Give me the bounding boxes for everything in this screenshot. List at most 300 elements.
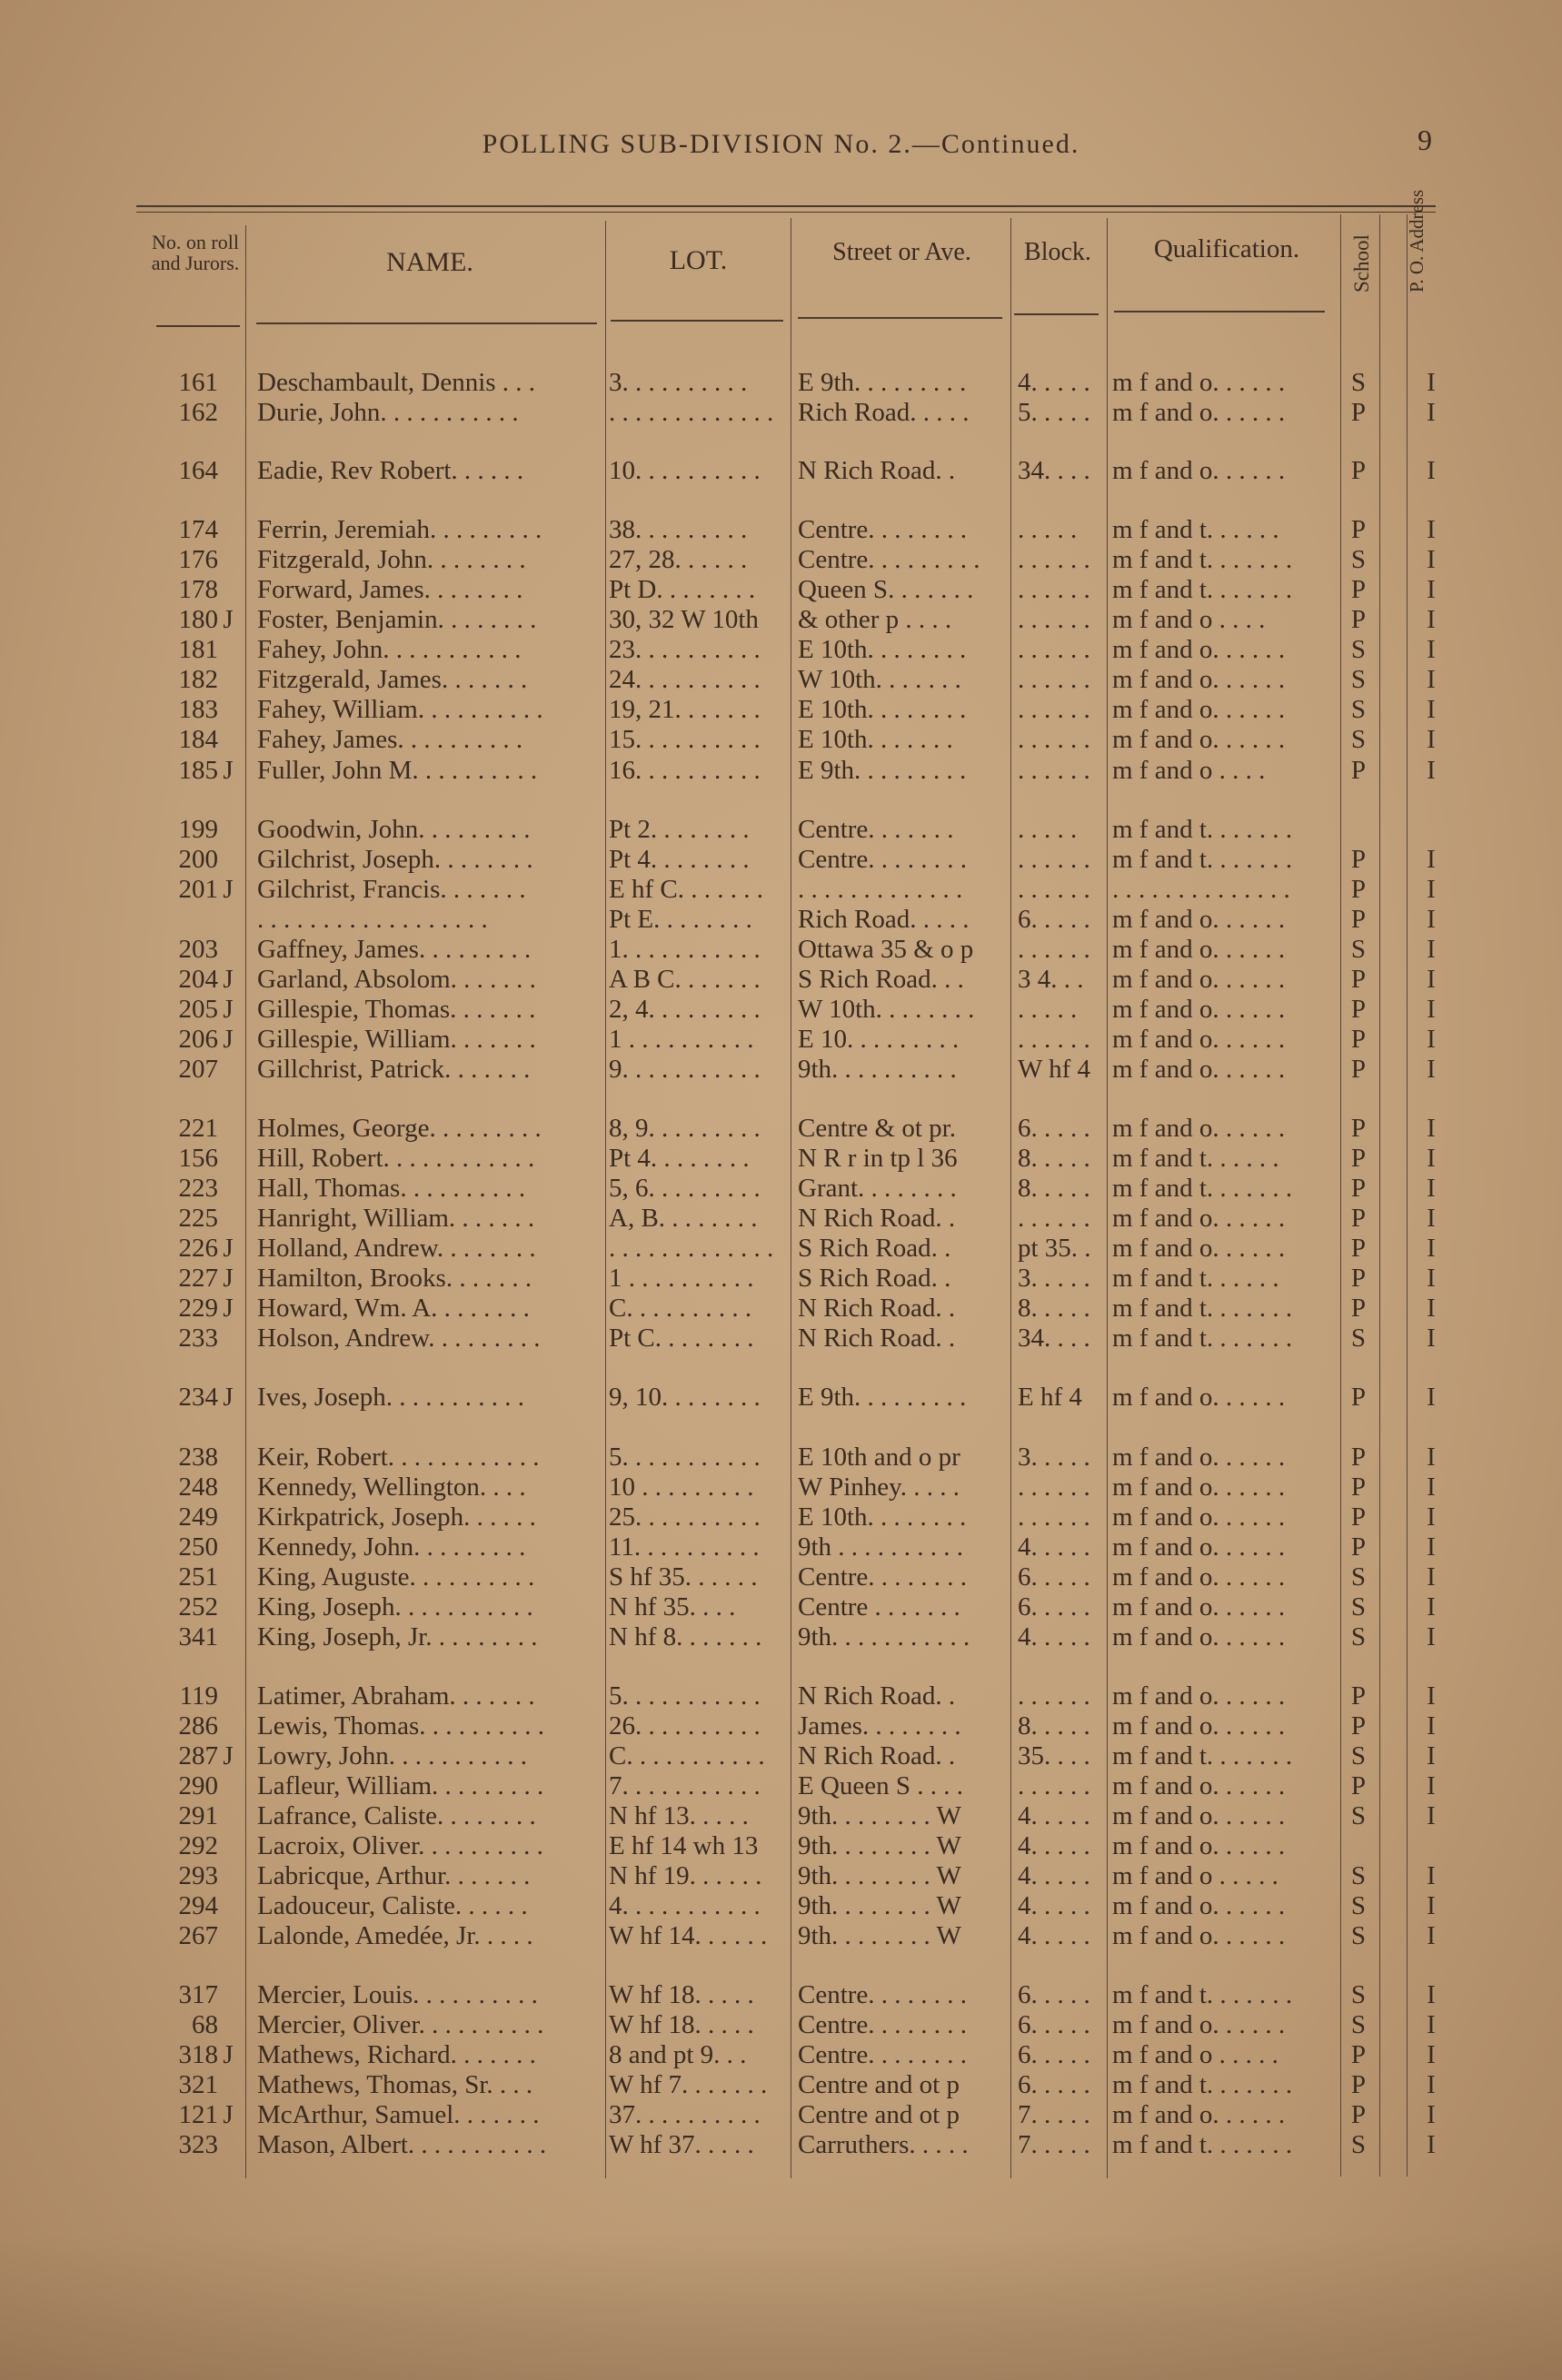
- po-address-cell: I: [1427, 368, 1436, 397]
- table-row: [0, 665, 1562, 695]
- voter-name: Lacroix, Oliver. . . . . . . . . .: [257, 1831, 543, 1860]
- school-cell: P: [1350, 1443, 1367, 1472]
- voter-name: King, Auguste. . . . . . . . . .: [257, 1562, 535, 1592]
- table-row: [0, 725, 1562, 755]
- block-cell: 5. . . . .: [1018, 398, 1090, 427]
- school-cell: P: [1350, 456, 1367, 485]
- block-cell: . . . . . .: [1018, 575, 1090, 604]
- street-cell: James. . . . . . . .: [798, 1711, 961, 1740]
- voter-name: Hanright, William. . . . . . .: [257, 1204, 535, 1233]
- school-cell: P: [1350, 1114, 1367, 1143]
- block-cell: 8. . . . .: [1018, 1144, 1090, 1173]
- po-address-cell: I: [1427, 725, 1436, 754]
- po-address-cell: I: [1427, 545, 1436, 574]
- school-cell: S: [1350, 1741, 1367, 1770]
- col-rule: [611, 320, 783, 322]
- col-rule: [256, 322, 597, 324]
- block-cell: pt 35. .: [1018, 1234, 1091, 1263]
- voter-name: McArthur, Samuel. . . . . . .: [257, 2100, 540, 2129]
- block-cell: . . . . . .: [1018, 1502, 1090, 1532]
- row-number: 291: [178, 1801, 218, 1830]
- lot-cell: 16. . . . . . . . . .: [609, 756, 761, 785]
- qualification-cell: m f and o. . . . . .: [1112, 368, 1286, 397]
- lot-cell: W hf 18. . . . .: [609, 2010, 754, 2039]
- school-cell: S: [1350, 635, 1367, 664]
- row-number: 248: [178, 1473, 218, 1502]
- qualification-cell: m f and t. . . . . . .: [1112, 845, 1293, 874]
- lot-cell: 1 . . . . . . . . . .: [609, 1025, 754, 1054]
- po-address-cell: I: [1427, 665, 1436, 694]
- street-cell: 9th . . . . . . . . . .: [798, 1532, 964, 1562]
- po-address-cell: I: [1427, 1592, 1436, 1621]
- lot-cell: 8 and pt 9. . .: [609, 2040, 747, 2069]
- lot-cell: . . . . . . . . . . . . .: [609, 398, 774, 427]
- table-row: [0, 368, 1562, 398]
- page-stain: [0, 2235, 1562, 2380]
- block-cell: 4. . . . .: [1018, 1532, 1090, 1562]
- table-row: [0, 1144, 1562, 1174]
- school-cell: P: [1350, 1681, 1367, 1711]
- voter-name: Gillchrist, Patrick. . . . . . .: [257, 1055, 531, 1084]
- table-row: [0, 695, 1562, 725]
- block-cell: . . . . .: [1018, 995, 1078, 1024]
- voter-name: Durie, John. . . . . . . . . . .: [257, 398, 519, 427]
- qualification-cell: m f and t. . . . . .: [1112, 515, 1279, 544]
- block-cell: 6. . . . .: [1018, 1114, 1090, 1143]
- street-cell: 9th. . . . . . . . . . .: [798, 1622, 970, 1651]
- street-cell: S Rich Road. .: [798, 1264, 951, 1293]
- street-cell: E 10th. . . . . . . .: [798, 695, 967, 724]
- row-number: 221: [178, 1114, 218, 1143]
- voter-name: Hill, Robert. . . . . . . . . . . .: [257, 1144, 535, 1173]
- school-cell: P: [1350, 1383, 1367, 1412]
- lot-cell: 15. . . . . . . . . .: [609, 725, 761, 754]
- qualification-cell: m f and o. . . . . .: [1112, 1234, 1286, 1263]
- voter-name: Howard, Wm. A. . . . . . . .: [257, 1294, 530, 1323]
- row-number: 294: [178, 1891, 218, 1920]
- row-number: 161: [178, 368, 218, 397]
- po-address-cell: I: [1427, 1055, 1436, 1084]
- school-cell: S: [1350, 2010, 1367, 2039]
- block-cell: . . . . . .: [1018, 635, 1090, 664]
- po-address-cell: I: [1427, 398, 1436, 427]
- qualification-cell: m f and o. . . . . .: [1112, 905, 1286, 934]
- voter-name: Gilchrist, Joseph. . . . . . . .: [257, 845, 533, 874]
- voter-name: King, Joseph, Jr. . . . . . . . .: [257, 1622, 538, 1651]
- street-cell: N Rich Road. .: [798, 1681, 956, 1711]
- table-row: [0, 1502, 1562, 1532]
- block-cell: 8. . . . .: [1018, 1294, 1090, 1323]
- po-address-cell: I: [1427, 1473, 1436, 1502]
- block-cell: . . . . . .: [1018, 1681, 1090, 1711]
- lot-cell: W hf 7. . . . . . .: [609, 2070, 768, 2099]
- lot-cell: 5, 6. . . . . . . . .: [609, 1174, 761, 1203]
- voter-name: Eadie, Rev Robert. . . . . .: [257, 456, 524, 485]
- block-cell: . . . . . .: [1018, 725, 1090, 754]
- lot-cell: N hf 8. . . . . . .: [609, 1622, 762, 1651]
- qualification-cell: m f and t. . . . . . .: [1112, 1324, 1293, 1353]
- block-cell: . . . . . .: [1018, 605, 1090, 634]
- block-cell: 3 4. . .: [1018, 965, 1084, 994]
- school-cell: S: [1350, 368, 1367, 397]
- row-number: 249: [178, 1502, 218, 1532]
- voter-name: Fuller, John M. . . . . . . . . .: [257, 756, 538, 785]
- voter-name: Mercier, Oliver. . . . . . . . . .: [257, 2010, 544, 2039]
- qualification-cell: m f and o. . . . . .: [1112, 1025, 1286, 1054]
- voter-name: Lafleur, William. . . . . . . . .: [257, 1771, 544, 1800]
- school-cell: P: [1350, 875, 1367, 904]
- block-cell: . . . . . .: [1018, 1473, 1090, 1502]
- voter-name: Fitzgerald, John. . . . . . . .: [257, 545, 526, 574]
- qualification-cell: m f and o. . . . . .: [1112, 1592, 1286, 1621]
- street-cell: N Rich Road. .: [798, 1294, 956, 1323]
- street-cell: S Rich Road. .: [798, 1234, 951, 1263]
- voter-name: Forward, James. . . . . . . .: [257, 575, 523, 604]
- lot-cell: N hf 19. . . . . .: [609, 1861, 762, 1890]
- juror-mark: J: [223, 1383, 234, 1412]
- voter-name: King, Joseph. . . . . . . . . . .: [257, 1592, 533, 1621]
- po-address-cell: I: [1427, 1801, 1436, 1830]
- table-row: [0, 1383, 1562, 1413]
- table-row: [0, 1980, 1562, 2010]
- po-address-cell: I: [1427, 1562, 1436, 1592]
- table-row: [0, 905, 1562, 935]
- voter-name: Garland, Absolom. . . . . . .: [257, 965, 536, 994]
- qualification-cell: m f and t. . . . . . .: [1112, 815, 1293, 844]
- col-header-school: School: [1350, 234, 1373, 293]
- lot-cell: 7. . . . . . . . . . .: [609, 1771, 761, 1800]
- school-cell: P: [1350, 605, 1367, 634]
- row-number: 293: [178, 1861, 218, 1890]
- qualification-cell: m f and o. . . . . .: [1112, 665, 1286, 694]
- voter-name: Gilchrist, Francis. . . . . . .: [257, 875, 526, 904]
- row-number: 233: [178, 1324, 218, 1353]
- school-cell: P: [1350, 1264, 1367, 1293]
- street-cell: N Rich Road. .: [798, 456, 956, 485]
- lot-cell: 2, 4. . . . . . . . .: [609, 995, 761, 1024]
- po-address-cell: I: [1427, 1861, 1436, 1890]
- po-address-cell: I: [1427, 1771, 1436, 1800]
- street-cell: Centre. . . . . . . .: [798, 1980, 968, 2009]
- table-row: [0, 1324, 1562, 1354]
- po-address-cell: I: [1427, 605, 1436, 634]
- lot-cell: Pt 4. . . . . . . .: [609, 845, 750, 874]
- row-number: 156: [178, 1144, 218, 1173]
- block-cell: . . . . .: [1018, 515, 1078, 544]
- lot-cell: A B C. . . . . . .: [609, 965, 761, 994]
- po-address-cell: I: [1427, 2100, 1436, 2129]
- qualification-cell: m f and t. . . . . . .: [1112, 1174, 1293, 1203]
- lot-cell: S hf 35. . . . . .: [609, 1562, 758, 1592]
- lot-cell: Pt 2. . . . . . . .: [609, 815, 750, 844]
- table-row: [0, 635, 1562, 665]
- street-cell: E 10th. . . . . . . .: [798, 635, 967, 664]
- qualification-cell: m f and o . . . .: [1112, 605, 1266, 634]
- voter-name: Gaffney, James. . . . . . . . .: [257, 935, 532, 964]
- block-cell: . . . . . .: [1018, 1771, 1090, 1800]
- lot-cell: W hf 14. . . . . .: [609, 1921, 768, 1950]
- row-number: 252: [178, 1592, 218, 1621]
- table-row: [0, 2130, 1562, 2160]
- school-cell: S: [1350, 1980, 1367, 2009]
- block-cell: . . . . . .: [1018, 545, 1090, 574]
- school-cell: P: [1350, 1174, 1367, 1203]
- row-number: 199: [178, 815, 218, 844]
- street-cell: Centre. . . . . . . .: [798, 515, 968, 544]
- row-number: 225: [178, 1204, 218, 1233]
- qualification-cell: m f and o . . . .: [1112, 756, 1266, 785]
- po-address-cell: I: [1427, 1622, 1436, 1651]
- school-cell: P: [1350, 1144, 1367, 1173]
- table-row: [0, 1294, 1562, 1324]
- school-cell: P: [1350, 1532, 1367, 1562]
- street-cell: E 9th. . . . . . . . .: [798, 756, 967, 785]
- block-cell: 6. . . . .: [1018, 1562, 1090, 1592]
- lot-cell: 23. . . . . . . . . .: [609, 635, 761, 664]
- voter-name: Kennedy, Wellington. . . .: [257, 1473, 526, 1502]
- school-cell: S: [1350, 1592, 1367, 1621]
- po-address-cell: I: [1427, 1891, 1436, 1920]
- school-cell: P: [1350, 1234, 1367, 1263]
- row-number: 180: [178, 605, 218, 634]
- po-address-cell: I: [1427, 2070, 1436, 2099]
- lot-cell: C. . . . . . . . . .: [609, 1294, 752, 1323]
- voter-name: Hamilton, Brooks. . . . . . .: [257, 1264, 532, 1293]
- po-address-cell: I: [1427, 1294, 1436, 1323]
- voter-name: Ladouceur, Caliste. . . . . .: [257, 1891, 528, 1920]
- row-number: 227: [178, 1264, 218, 1293]
- po-address-cell: I: [1427, 1114, 1436, 1143]
- qualification-cell: m f and t. . . . . . .: [1112, 1741, 1293, 1770]
- block-cell: 4. . . . .: [1018, 1622, 1090, 1651]
- row-number: 286: [178, 1711, 218, 1740]
- qualification-cell: m f and t. . . . . . .: [1112, 2130, 1293, 2159]
- qualification-cell: m f and o. . . . . .: [1112, 1891, 1286, 1920]
- lot-cell: 9. . . . . . . . . . .: [609, 1055, 761, 1084]
- qualification-cell: m f and o. . . . . .: [1112, 2100, 1286, 2129]
- lot-cell: N hf 13. . . . .: [609, 1801, 749, 1830]
- street-cell: Centre and ot p: [798, 2070, 960, 2099]
- row-number: 68: [192, 2010, 218, 2039]
- lot-cell: 3. . . . . . . . . .: [609, 368, 748, 397]
- block-cell: 34. . . .: [1018, 456, 1090, 485]
- col-header-street: Street or Ave.: [832, 238, 971, 266]
- lot-cell: 4. . . . . . . . . . .: [609, 1891, 761, 1920]
- voter-name: Keir, Robert. . . . . . . . . . . .: [257, 1443, 540, 1472]
- block-cell: 7. . . . .: [1018, 2100, 1090, 2129]
- qualification-cell: m f and o. . . . . .: [1112, 1443, 1286, 1472]
- row-number: 121: [178, 2100, 218, 2129]
- po-address-cell: I: [1427, 635, 1436, 664]
- street-cell: Ottawa 35 & o p: [798, 935, 974, 964]
- qualification-cell: m f and o. . . . . .: [1112, 398, 1286, 427]
- voter-name: Holland, Andrew. . . . . . . .: [257, 1234, 536, 1263]
- row-number: 174: [178, 515, 218, 544]
- street-cell: S Rich Road. . .: [798, 965, 964, 994]
- col-rule: [798, 317, 1002, 319]
- school-cell: P: [1350, 1711, 1367, 1740]
- block-cell: 6. . . . .: [1018, 2040, 1090, 2069]
- col-header-name: NAME.: [386, 247, 473, 277]
- voter-name: Lafrance, Caliste. . . . . . . .: [257, 1801, 536, 1830]
- col-header-block: Block.: [1024, 238, 1091, 266]
- header-rule-thin: [136, 212, 1436, 213]
- block-cell: . . . . . .: [1018, 845, 1090, 874]
- voter-name: Fahey, John. . . . . . . . . . .: [257, 635, 522, 664]
- table-row: [0, 815, 1562, 845]
- qualification-cell: m f and t. . . . . . .: [1112, 1980, 1293, 2009]
- table-row: [0, 545, 1562, 575]
- street-cell: Centre. . . . . . . .: [798, 1562, 968, 1592]
- qualification-cell: m f and o. . . . . .: [1112, 695, 1286, 724]
- juror-mark: J: [223, 1025, 234, 1054]
- lot-cell: E hf 14 wh 13: [609, 1831, 759, 1860]
- street-cell: Centre & ot pr.: [798, 1114, 956, 1143]
- street-cell: N Rich Road. .: [798, 1204, 956, 1233]
- block-cell: 3. . . . .: [1018, 1264, 1090, 1293]
- street-cell: Centre. . . . . . . . .: [798, 545, 980, 574]
- table-row: [0, 1711, 1562, 1741]
- street-cell: W 10th. . . . . . .: [798, 665, 961, 694]
- voter-name: Holmes, George. . . . . . . . .: [257, 1114, 542, 1143]
- qualification-cell: . . . . . . . . . . . . . .: [1112, 875, 1290, 904]
- lot-cell: 30, 32 W 10th: [609, 605, 759, 634]
- block-cell: . . . . . .: [1018, 665, 1090, 694]
- lot-cell: 5. . . . . . . . . . .: [609, 1443, 761, 1472]
- school-cell: S: [1350, 1861, 1367, 1890]
- street-cell: W 10th. . . . . . . .: [798, 995, 975, 1024]
- table-row: [0, 875, 1562, 905]
- po-address-cell: I: [1427, 1443, 1436, 1472]
- street-cell: . . . . . . . . . . . . .: [798, 875, 963, 904]
- row-number: 238: [178, 1443, 218, 1472]
- po-address-cell: I: [1427, 1741, 1436, 1770]
- street-cell: E 10th and o pr: [798, 1443, 960, 1472]
- school-cell: P: [1350, 1771, 1367, 1800]
- col-header-lot: LOT.: [669, 245, 728, 275]
- table-row: [0, 1264, 1562, 1294]
- col-rule: [1114, 311, 1325, 312]
- table-row: [0, 1234, 1562, 1264]
- block-cell: . . . . . .: [1018, 1204, 1090, 1233]
- voter-name: Mathews, Richard. . . . . . .: [257, 2040, 536, 2069]
- table-row: [0, 1562, 1562, 1592]
- po-address-cell: I: [1427, 2040, 1436, 2069]
- school-cell: P: [1350, 1473, 1367, 1502]
- po-address-cell: I: [1427, 1144, 1436, 1173]
- voter-name: Kirkpatrick, Joseph. . . . . .: [257, 1502, 536, 1532]
- row-number: 321: [178, 2070, 218, 2099]
- street-cell: E 9th. . . . . . . . .: [798, 1383, 967, 1412]
- row-number: 200: [178, 845, 218, 874]
- table-row: [0, 605, 1562, 635]
- school-cell: P: [1350, 515, 1367, 544]
- qualification-cell: m f and o. . . . . .: [1112, 935, 1286, 964]
- row-number: 341: [178, 1622, 218, 1651]
- lot-cell: N hf 35. . . .: [609, 1592, 736, 1621]
- qualification-cell: m f and o. . . . . .: [1112, 1681, 1286, 1711]
- table-row: [0, 1592, 1562, 1622]
- page-number: 9: [1418, 124, 1432, 156]
- block-cell: 8. . . . .: [1018, 1174, 1090, 1203]
- row-number: 290: [178, 1771, 218, 1800]
- qualification-cell: m f and o. . . . . .: [1112, 725, 1286, 754]
- lot-cell: 1. . . . . . . . . . .: [609, 935, 761, 964]
- qualification-cell: m f and o. . . . . .: [1112, 1831, 1286, 1860]
- street-cell: Centre . . . . . . .: [798, 1592, 960, 1621]
- qualification-cell: m f and o. . . . . .: [1112, 995, 1286, 1024]
- school-cell: P: [1350, 1502, 1367, 1532]
- voter-name: Lalonde, Amedée, Jr. . . . .: [257, 1921, 533, 1950]
- lot-cell: Pt D. . . . . . . .: [609, 575, 756, 604]
- school-cell: S: [1350, 1801, 1367, 1830]
- table-row: [0, 575, 1562, 605]
- row-number: 204: [178, 965, 218, 994]
- voter-name: Lewis, Thomas. . . . . . . . . .: [257, 1711, 545, 1740]
- block-cell: 6. . . . .: [1018, 2010, 1090, 2039]
- col-header-num: [145, 232, 245, 273]
- school-cell: P: [1350, 1204, 1367, 1233]
- page-title: POLLING SUB-DIVISION No. 2.—Continued.: [482, 129, 1080, 159]
- lot-cell: . . . . . . . . . . . . .: [609, 1234, 774, 1263]
- col-header-po: P. O. Address: [1406, 189, 1428, 293]
- table-row: [0, 1473, 1562, 1502]
- street-cell: Centre. . . . . . . .: [798, 845, 968, 874]
- street-cell: Queen S. . . . . . .: [798, 575, 974, 604]
- po-address-cell: I: [1427, 2130, 1436, 2159]
- juror-mark: J: [223, 756, 234, 785]
- voter-name: Lowry, John. . . . . . . . . . .: [257, 1741, 527, 1770]
- lot-cell: 11. . . . . . . . . .: [609, 1532, 760, 1562]
- block-cell: E hf 4: [1018, 1383, 1082, 1412]
- table-row: [0, 456, 1562, 486]
- table-row: [0, 995, 1562, 1025]
- table-row: [0, 935, 1562, 965]
- school-cell: S: [1350, 545, 1367, 574]
- qualification-cell: m f and o. . . . . .: [1112, 635, 1286, 664]
- voter-name: Gillespie, Thomas. . . . . . .: [257, 995, 536, 1024]
- voter-name: Mercier, Louis. . . . . . . . . .: [257, 1980, 538, 2009]
- block-cell: 4. . . . .: [1018, 368, 1090, 397]
- po-address-cell: I: [1427, 695, 1436, 724]
- qualification-cell: m f and o. . . . . .: [1112, 1055, 1286, 1084]
- street-cell: Centre. . . . . . .: [798, 815, 954, 844]
- table-row: [0, 1771, 1562, 1801]
- row-number: 178: [178, 575, 218, 604]
- po-address-cell: I: [1427, 756, 1436, 785]
- row-number: 184: [178, 725, 218, 754]
- juror-mark: J: [223, 965, 234, 994]
- table-row: [0, 1114, 1562, 1144]
- street-cell: E 10. . . . . . . . .: [798, 1025, 960, 1054]
- qualification-cell: m f and o. . . . . .: [1112, 1921, 1286, 1950]
- voter-name: Ives, Joseph. . . . . . . . . . .: [257, 1383, 525, 1412]
- block-cell: 6. . . . .: [1018, 1980, 1090, 2009]
- juror-mark: J: [223, 605, 234, 634]
- lot-cell: 8, 9. . . . . . . . .: [609, 1114, 761, 1143]
- row-number: 119: [179, 1681, 218, 1711]
- table-row: [0, 1204, 1562, 1234]
- voter-name: Foster, Benjamin. . . . . . . .: [257, 605, 537, 634]
- qualification-cell: m f and o. . . . . .: [1112, 1204, 1286, 1233]
- lot-cell: 10. . . . . . . . . .: [609, 456, 761, 485]
- po-address-cell: I: [1427, 1264, 1436, 1293]
- po-address-cell: I: [1427, 456, 1436, 485]
- row-number: 205: [178, 995, 218, 1024]
- school-cell: S: [1350, 1891, 1367, 1920]
- lot-cell: 25. . . . . . . . . .: [609, 1502, 761, 1532]
- voter-name: . . . . . . . . . . . . . . . . . .: [257, 905, 488, 934]
